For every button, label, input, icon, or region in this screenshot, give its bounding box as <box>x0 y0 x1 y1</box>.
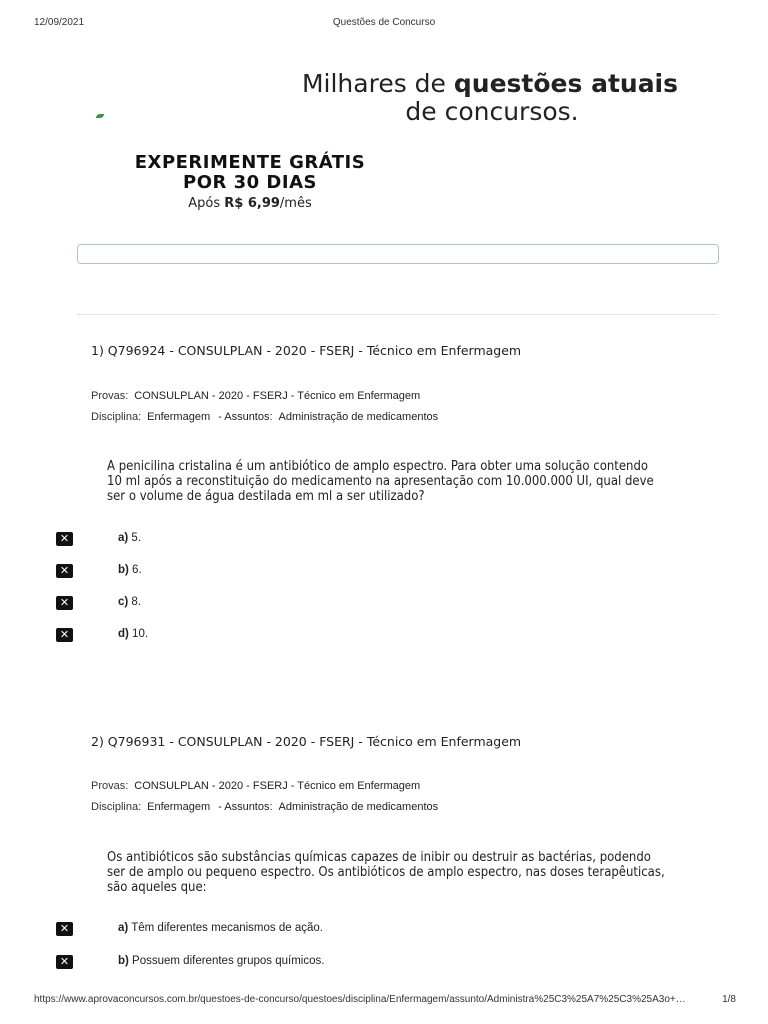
ad-container <box>77 244 719 264</box>
assuntos-label: - Assuntos: <box>218 411 273 423</box>
option-letter: a) <box>118 922 129 934</box>
assuntos-value[interactable]: Administração de medicamentos <box>278 411 439 423</box>
cta-line2: POR 30 DIAS <box>183 172 317 193</box>
provas-value[interactable]: CONSULPLAN - 2020 - FSERJ - Técnico em Enfermagem <box>134 780 421 792</box>
price-suffix: /mês <box>279 196 312 211</box>
option-letter: c) <box>118 596 129 608</box>
price-value: R$ 6,99 <box>224 196 280 211</box>
provas-label: Provas: <box>91 390 129 402</box>
question-text <box>107 850 701 895</box>
answer-option[interactable] <box>118 628 148 640</box>
option-text: 10. <box>128 628 149 640</box>
print-title: Questões de Concurso <box>332 17 436 28</box>
answer-option[interactable] <box>118 532 141 544</box>
question-disciplina <box>91 801 438 813</box>
headline-part1: Milhares de <box>301 69 454 98</box>
print-url: https://www.aprovaconcursos.com.br/questoes-de-concurso/questoes/disciplina/Enfermagem/assunto/Administra%25C3%25A7%25C3%25A3o+… <box>34 994 686 1005</box>
headline-line2: de concursos. <box>405 97 579 126</box>
price-prefix: Após <box>188 196 225 211</box>
headline-bold: questões atuais <box>453 69 679 98</box>
question-provas <box>91 390 420 402</box>
disciplina-value[interactable]: Enfermagem <box>147 801 211 813</box>
print-page-number: 1/8 <box>722 994 736 1005</box>
disciplina-label: Disciplina: <box>91 801 142 813</box>
question-text-line: 10 ml após a reconstituição do medicamento na apresentação com 10.000.000 UI, qual deve <box>107 474 654 489</box>
close-icon: ✕ <box>56 532 73 546</box>
assuntos-value[interactable]: Administração de medicamentos <box>278 801 439 813</box>
close-icon: ✕ <box>56 564 73 578</box>
close-icon: ✕ <box>56 955 73 969</box>
option-text: Têm diferentes mecanismos de ação. <box>128 922 323 934</box>
divider <box>77 314 718 315</box>
option-letter: d) <box>118 628 129 640</box>
answer-option[interactable] <box>118 922 323 934</box>
option-letter: a) <box>118 532 129 544</box>
answer-option[interactable] <box>118 955 324 967</box>
question-text <box>107 459 701 504</box>
price-line <box>120 195 380 213</box>
question-disciplina <box>91 411 438 423</box>
option-text: 5. <box>128 532 142 544</box>
disciplina-value[interactable]: Enfermagem <box>147 411 211 423</box>
question-header: 1) Q796924 - CONSULPLAN - 2020 - FSERJ - Técnico em Enfermagem <box>91 343 522 358</box>
question-text-line: Os antibióticos são substâncias químicas capazes de inibir ou destruir as bactérias, podendo <box>107 850 651 865</box>
print-date: 12/09/2021 <box>34 17 85 28</box>
disciplina-label: Disciplina: <box>91 411 142 423</box>
provas-label: Provas: <box>91 780 129 792</box>
close-icon: ✕ <box>56 628 73 642</box>
option-text: 8. <box>128 596 142 608</box>
provas-value[interactable]: CONSULPLAN - 2020 - FSERJ - Técnico em Enfermagem <box>134 390 421 402</box>
answer-option[interactable] <box>118 596 141 608</box>
option-text: 6. <box>128 564 142 576</box>
question-text-line: ser o volume de água destilada em ml a ser utilizado? <box>107 489 425 504</box>
close-icon: ✕ <box>56 596 73 610</box>
question-text-line: são aqueles que: <box>107 880 207 895</box>
assuntos-label: - Assuntos: <box>218 801 273 813</box>
option-letter: b) <box>118 564 129 576</box>
question-text-line: A penicilina cristalina é um antibiótico de amplo espectro. Para obter uma solução contendo <box>107 459 649 474</box>
close-icon: ✕ <box>56 922 73 936</box>
option-text: Possuem diferentes grupos químicos. <box>128 955 325 967</box>
logo-leaf-icon <box>96 114 104 118</box>
answer-option[interactable] <box>118 564 142 576</box>
option-letter: b) <box>118 955 129 967</box>
question-text-line: ser de amplo ou pequeno espectro. Os antibióticos de amplo espectro, nas doses terapêuticas, <box>107 865 665 880</box>
question-header: 2) Q796931 - CONSULPLAN - 2020 - FSERJ - Técnico em Enfermagem <box>91 734 522 749</box>
promo-headline <box>280 70 700 126</box>
promo-cta[interactable] <box>120 153 380 213</box>
cta-line1: EXPERIMENTE GRÁTIS <box>134 152 366 173</box>
question-provas <box>91 780 420 792</box>
